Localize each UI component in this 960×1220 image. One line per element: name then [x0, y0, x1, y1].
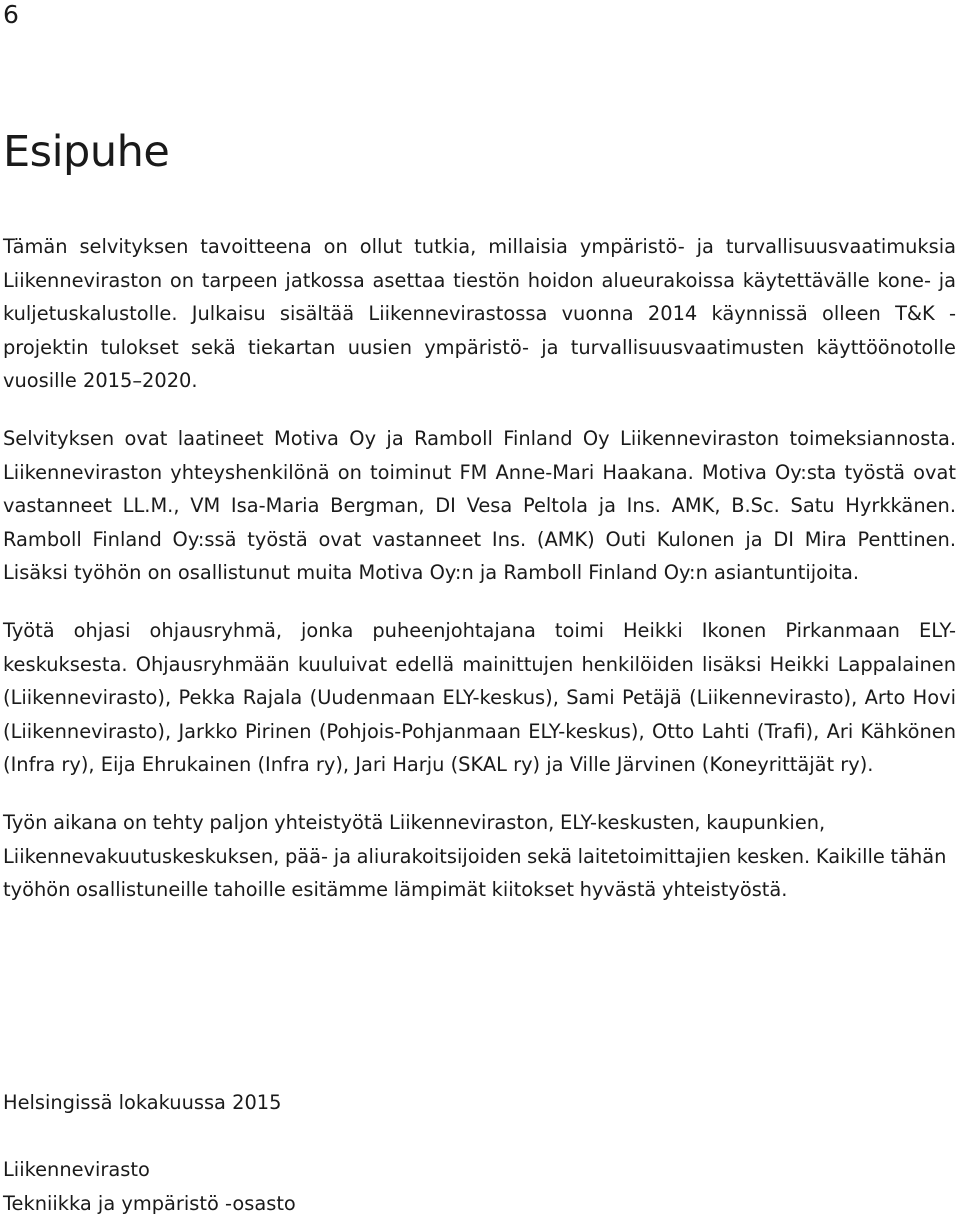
organization-name: Liikennevirasto	[3, 1158, 150, 1181]
place-date-line: Helsingissä lokakuussa 2015	[3, 1091, 282, 1114]
signoff-organization	[3, 1153, 296, 1220]
page-title: Esipuhe	[3, 127, 170, 177]
body-text	[3, 230, 956, 931]
page-number: 6	[3, 0, 19, 29]
department-name: Tekniikka ja ympäristö -osasto	[3, 1191, 296, 1215]
signoff-place-date	[3, 1086, 281, 1120]
paragraph-steering-group: Työtä ohjasi ohjausryhmä, jonka puheenjohtajana toimi Heikki Ikonen Pirkanmaan ELY-keskuksesta. Ohjausryhmään kuuluivat edellä mainittujen henkilöiden lisäksi Heikki Lappalainen (Liikennevirasto), Pekka Rajala (Uudenmaan ELY-keskus), Sami Petäjä (Liikennevirasto), Arto Hovi (Liikennevirasto), Jarkko Pirinen (Pohjois-Pohjanmaan ELY-keskus), Otto Lahti (Trafi), Ari Kähkönen (Infra ry), Eija Ehrukainen (Infra ry), Jari Harju (SKAL ry) ja Ville Järvinen (Koneyrittäjät ry).	[3, 618, 956, 777]
paragraph-acknowledgements: Työn aikana on tehty paljon yhteistyötä Liikenneviraston, ELY-keskusten, kaupunkien, Liikennevakuutuskeskuksen, pää- ja aliurakoitsijoiden sekä laitetoimittajien kesken. Kaikille tähän työhön osallistuneille tahoille esitämme lämpimät kiitokset hyvästä yhteistyöstä.	[3, 810, 947, 902]
paragraph-purpose: Tämän selvityksen tavoitteena on ollut tutkia, millaisia ympäristö- ja turvallisuusvaatimuksia Liikenneviraston on tarpeen jatkossa asettaa tiestön hoidon alueurakoissa käytettävälle kone- ja kuljetuskalustolle. Julkaisu sisältää Liikennevirastossa vuonna 2014 käynnissä olleen T&K -projektin tulokset sekä tiekartan uusien ympäristö- ja turvallisuusvaatimusten käyttöönotolle vuosille 2015–2020.	[3, 235, 956, 393]
paragraph-authors: Selvityksen ovat laatineet Motiva Oy ja Ramboll Finland Oy Liikenneviraston toimeksiannosta. Liikenneviraston yhteyshenkilönä on toiminut FM Anne-Mari Haakana. Motiva Oy:sta työstä ovat vastanneet LL.M., VM Isa-Maria Bergman, DI Vesa Peltola ja Ins. AMK, B.Sc. Satu Hyrkkänen. Ramboll Finland Oy:ssä työstä ovat vastanneet Ins. (AMK) Outi Kulonen ja DI Mira Penttinen. Lisäksi työhön on osallistunut muita Motiva Oy:n ja Ramboll Finland Oy:n asiantuntijoita.	[3, 426, 956, 585]
